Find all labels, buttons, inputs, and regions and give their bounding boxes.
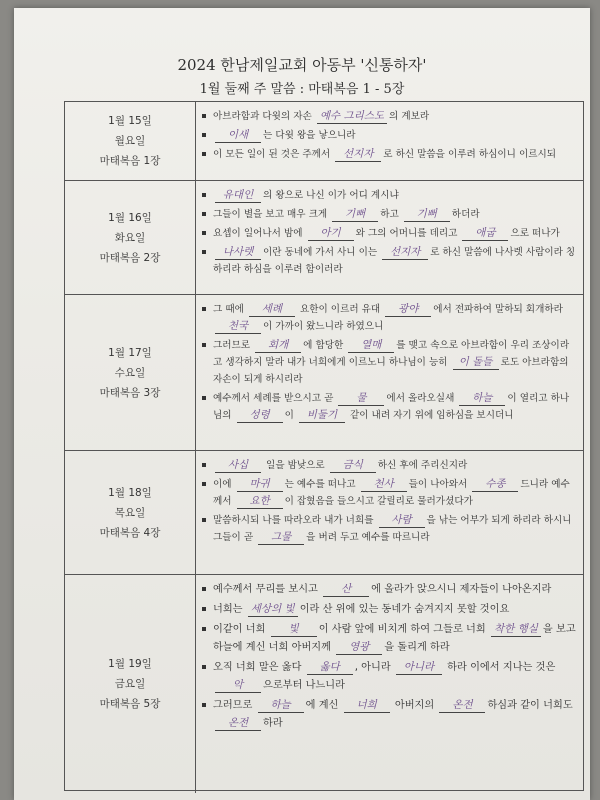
- verse-text: 을 낚는 어부가 되게 하리라 하시니 그들이 곧: [213, 515, 572, 543]
- reading-table: [64, 101, 584, 791]
- verse-text: 의 계보라: [389, 111, 430, 122]
- day-weekday: 월요일: [114, 135, 146, 147]
- answer-blank[interactable]: 광야: [385, 302, 431, 317]
- day-ref: 마태복음 2장: [99, 252, 161, 264]
- verse-text: 는 예수를 떠나고: [284, 479, 359, 490]
- verse-text: 에 계신: [305, 700, 342, 711]
- verse-text: 요한이 이르러 유대: [296, 304, 384, 315]
- day-row: [65, 574, 583, 793]
- verse-text: 들이 나아와서: [408, 479, 471, 490]
- answer-blank[interactable]: 그물: [258, 530, 304, 545]
- answer-blank[interactable]: 회개: [255, 338, 301, 353]
- answer-blank[interactable]: 수종: [472, 477, 518, 492]
- answer-blank[interactable]: 세상의 빛: [248, 602, 298, 617]
- answer-blank[interactable]: 악: [215, 678, 261, 693]
- verse-text: 로 하신 말씀을 이루려 하심이니 이르시되: [383, 149, 557, 160]
- verse-item: [201, 108, 577, 125]
- day-cell: [65, 451, 196, 575]
- verse-text: 그러므로: [213, 700, 256, 711]
- day-row: [65, 294, 583, 451]
- answer-blank[interactable]: 이새: [215, 128, 261, 143]
- verse-text: 요셉이 일어나서 밤에: [213, 228, 306, 239]
- answer-blank[interactable]: 요한: [237, 494, 283, 509]
- verse-text: 와 그의 어머니를 데리고: [355, 228, 461, 239]
- verse-text: 을 보고 하늘에 계신 너희 아버지께: [213, 624, 576, 653]
- verse-text: 이란 동네에 가서 사니 이는: [263, 247, 381, 258]
- verse-text: 로 하신 말씀에 나사렛 사람이라 칭하리라 하심을 이루려 함이러라: [213, 247, 576, 275]
- answer-blank[interactable]: 사십: [215, 458, 261, 473]
- verse-item: [201, 225, 577, 242]
- day-ref: 마태복음 5장: [99, 698, 161, 710]
- day-ref: 마태복음 4장: [99, 527, 161, 539]
- verse-item: [201, 581, 577, 599]
- answer-blank[interactable]: 성령: [237, 408, 283, 423]
- verse-text: 로도 아브라함의 자손이 되게 하시리라: [213, 357, 569, 385]
- verse-text: 예수께서 무리를 보시고: [213, 584, 322, 595]
- verse-item: [201, 659, 577, 695]
- verse-text: 그러므로: [213, 340, 254, 351]
- answer-blank[interactable]: 온전: [215, 716, 261, 731]
- verse-item: [201, 697, 577, 733]
- verse-text: 는 다윗 왕을 낳으니라: [263, 130, 356, 141]
- verse-text: , 아니라: [354, 662, 394, 673]
- verse-item: [201, 512, 577, 546]
- answer-blank[interactable]: 온전: [439, 698, 485, 713]
- verse-text: 이같이 너희: [213, 624, 269, 635]
- verse-list: [201, 301, 577, 426]
- verse-text: 하라: [263, 718, 283, 729]
- day-row: [65, 102, 583, 180]
- verse-text: 그들이 별을 보고 매우 크게: [213, 209, 331, 220]
- day-weekday: 화요일: [114, 232, 146, 244]
- verse-text: 아버지의: [391, 700, 438, 711]
- answer-blank[interactable]: 빛: [271, 622, 317, 637]
- verse-text: 드니라 예수께서: [213, 479, 570, 507]
- worksheet-paper: [14, 8, 590, 800]
- day-cell: [65, 295, 196, 451]
- day-date: 1월 19일: [108, 658, 152, 670]
- answer-blank[interactable]: 사람: [379, 513, 425, 528]
- verse-text: 아브라함과 다윗의 자손: [213, 111, 315, 122]
- verse-text: 를 맺고 속으로 아브라함이 우리 조상이라고 생각하지 말라 내가 너희에게 이르노니 하나님이 능히: [213, 340, 570, 368]
- day-date: 1월 16일: [108, 212, 152, 224]
- day-weekday: 수요일: [114, 367, 146, 379]
- verse-text: 이 잡혔음을 들으시고 갈릴리로 물러가셨다가: [284, 496, 473, 507]
- verse-text: 에 올라가 앉으시니 제자들이 나아온지라: [371, 584, 552, 595]
- answer-blank[interactable]: 아기: [308, 226, 354, 241]
- verse-text: 을 돌리게 하라: [384, 642, 450, 653]
- page-subtitle: 1월 둘째 주 말씀 : 마태복음 1 - 5장: [199, 82, 405, 97]
- answer-blank[interactable]: 선지자: [335, 147, 381, 162]
- answer-blank[interactable]: 기뻐: [332, 207, 378, 222]
- answer-blank[interactable]: 옳다: [307, 660, 353, 675]
- verse-text: 이: [284, 410, 297, 421]
- verse-list: [201, 581, 577, 735]
- verse-text: 오직 너희 말은 옳다: [213, 662, 305, 673]
- day-row: [65, 450, 583, 575]
- verse-item: [201, 146, 577, 163]
- verse-text: 하신 후에 주리신지라: [377, 460, 468, 471]
- answer-blank[interactable]: 너희: [344, 698, 390, 713]
- verse-text: 에 합당한: [303, 340, 347, 351]
- verse-item: [201, 187, 577, 204]
- answer-blank[interactable]: 아니라: [396, 660, 442, 675]
- verse-item: [201, 127, 577, 144]
- answer-blank[interactable]: 이 돌들: [453, 355, 499, 370]
- verse-text: 이 모든 일이 된 것은 주께서: [213, 149, 334, 160]
- day-row: [65, 180, 583, 295]
- answer-blank[interactable]: 천국: [215, 319, 261, 334]
- answer-blank[interactable]: 열매: [348, 338, 394, 353]
- page-title: 2024 한남제일교회 아동부 '신통하자': [177, 56, 427, 74]
- verse-text: 으로 떠나가: [510, 228, 560, 239]
- answer-blank[interactable]: 산: [323, 582, 369, 597]
- day-date: 1월 17일: [108, 347, 152, 359]
- answer-blank[interactable]: 금식: [330, 458, 376, 473]
- answer-blank[interactable]: 하늘: [258, 698, 304, 713]
- verse-text: 이라 산 위에 있는 동네가 숨겨지지 못할 것이요: [299, 604, 510, 615]
- verse-text: 그 때에: [213, 304, 247, 315]
- verse-item: [201, 337, 577, 388]
- answer-blank[interactable]: 예수 그리스도: [317, 109, 387, 124]
- verse-item: [201, 621, 577, 657]
- verse-text: 으로부터 나느니라: [263, 680, 345, 691]
- verse-text: 이 가까이 왔느니라 하였으니: [263, 321, 384, 332]
- day-weekday: 금요일: [114, 678, 146, 690]
- verse-item: [201, 390, 577, 424]
- verse-item: [201, 206, 577, 223]
- verse-text: 일을 밤낮으로: [263, 460, 328, 471]
- verse-text: 너희는: [213, 604, 246, 615]
- verse-text: 하고: [380, 209, 402, 220]
- verse-text: 에서 전파하여 말하되 회개하라: [433, 304, 563, 315]
- verse-text: 하더라: [451, 209, 480, 220]
- verse-text: 하라 이에서 지나는 것은: [443, 662, 556, 673]
- answer-blank[interactable]: 선지자: [382, 245, 428, 260]
- verse-item: [201, 457, 577, 474]
- verse-text: 하심과 같이 너희도: [487, 700, 573, 711]
- verse-list: [201, 187, 577, 280]
- day-ref: 마태복음 1장: [99, 155, 161, 167]
- day-cell: [65, 102, 196, 180]
- day-cell: [65, 575, 196, 793]
- answer-blank[interactable]: 하늘: [459, 391, 505, 406]
- answer-blank[interactable]: 천사: [361, 477, 407, 492]
- answer-blank[interactable]: 애굽: [462, 226, 508, 241]
- verse-text: 말씀하시되 나를 따라오라 내가 너희를: [213, 515, 377, 526]
- day-date: 1월 18일: [108, 487, 152, 499]
- verse-item: [201, 476, 577, 510]
- day-date: 1월 15일: [108, 115, 152, 127]
- verse-list: [201, 457, 577, 548]
- verse-list: [201, 108, 577, 165]
- verse-text: 의 왕으로 나신 이가 어디 계시냐: [263, 190, 399, 201]
- answer-blank[interactable]: 세례: [249, 302, 295, 317]
- verse-text: 같이 내려 자기 위에 임하심을 보시더니: [346, 410, 514, 421]
- answer-blank[interactable]: 마귀: [237, 477, 283, 492]
- answer-blank[interactable]: 물: [338, 391, 384, 406]
- answer-blank[interactable]: 유대인: [215, 188, 261, 203]
- day-ref: 마태복음 3장: [99, 387, 161, 399]
- verse-item: [201, 244, 577, 278]
- answer-blank[interactable]: 영광: [336, 640, 382, 655]
- verse-text: 이에: [213, 479, 235, 490]
- answer-blank[interactable]: 기뻐: [404, 207, 450, 222]
- day-cell: [65, 181, 196, 295]
- answer-blank[interactable]: 나사렛: [215, 245, 261, 260]
- answer-blank[interactable]: 비둘기: [299, 408, 345, 423]
- verse-item: [201, 601, 577, 619]
- verse-text: 을 버려 두고 예수를 따르니라: [306, 532, 430, 543]
- day-weekday: 목요일: [114, 507, 146, 519]
- verse-text: 이 사람 앞에 비치게 하여 그들로 너희: [318, 624, 489, 635]
- verse-text: 예수께서 세례를 받으시고 곧: [213, 393, 337, 404]
- answer-blank[interactable]: 착한 행실: [491, 622, 541, 637]
- verse-text: 이 열리고 하나님의: [213, 393, 570, 421]
- verse-item: [201, 301, 577, 335]
- verse-text: 에서 올라오실새: [386, 393, 458, 404]
